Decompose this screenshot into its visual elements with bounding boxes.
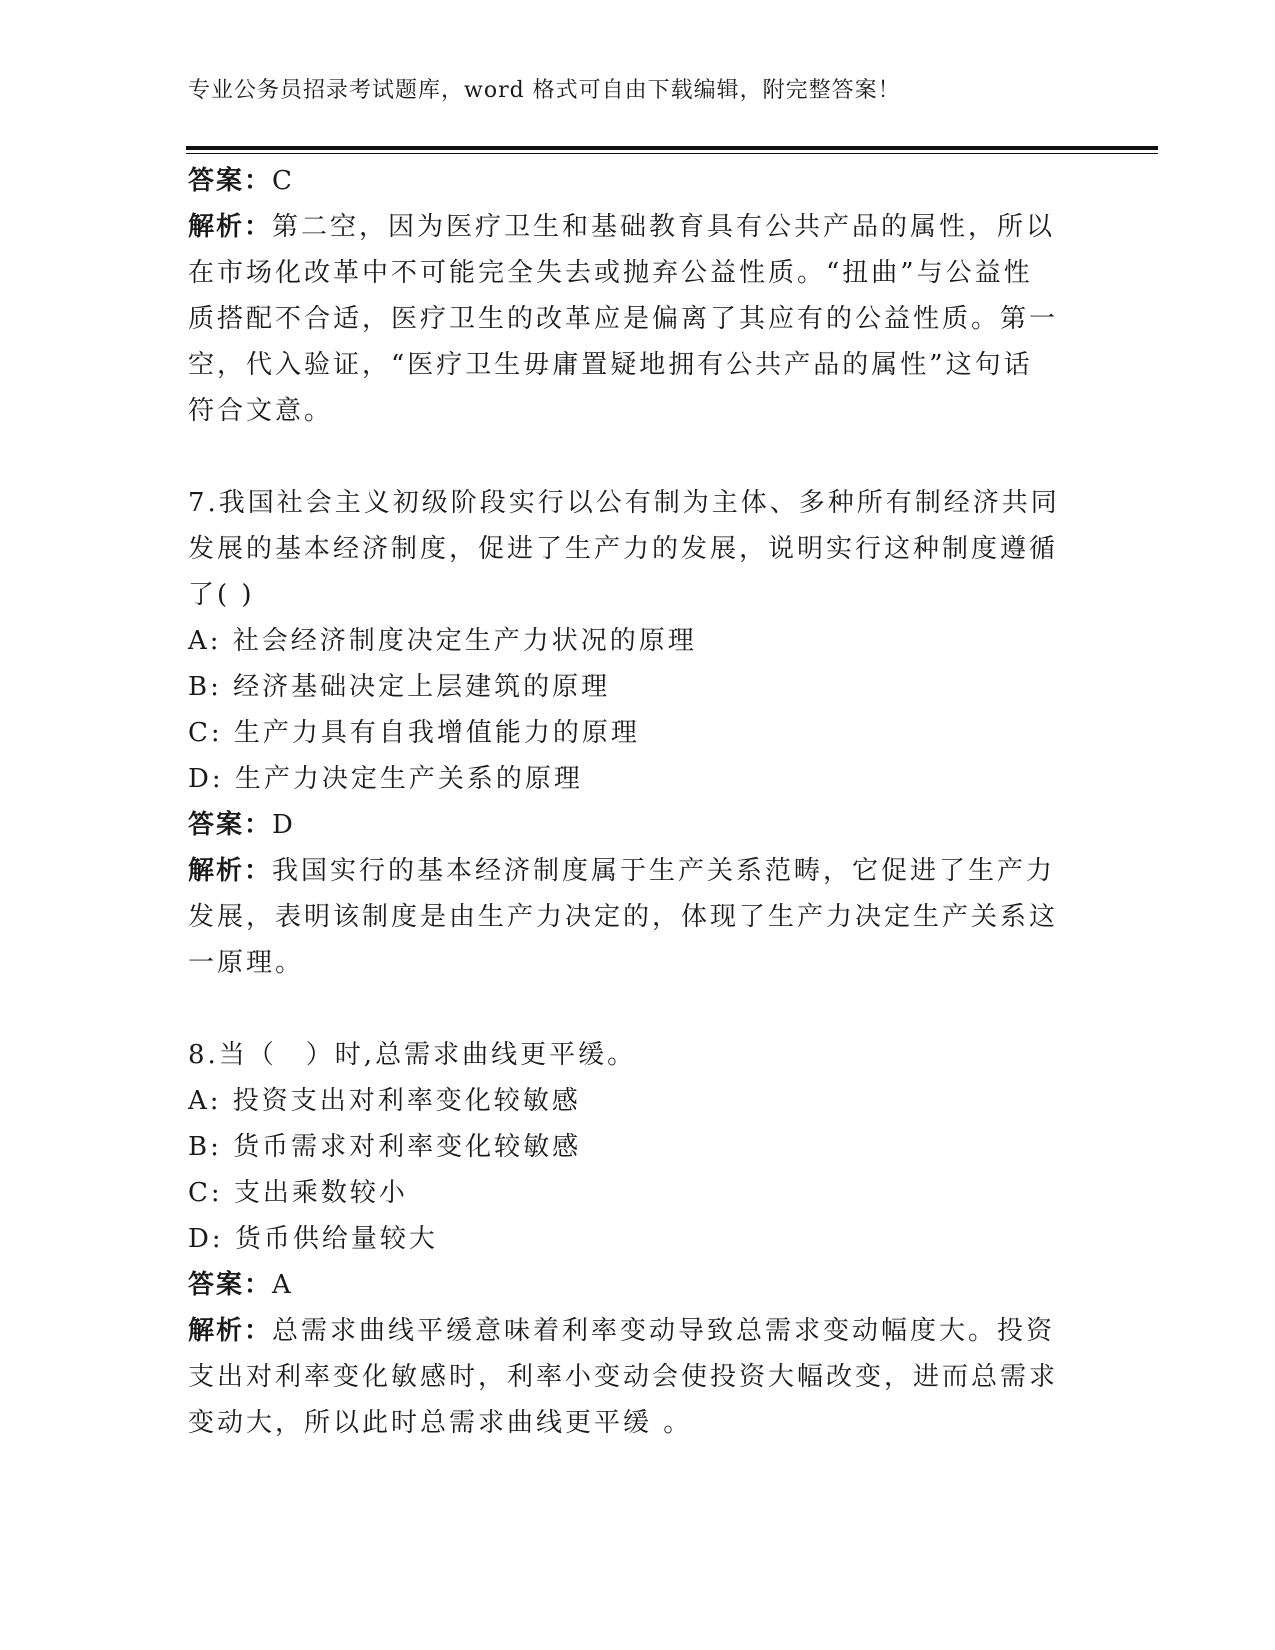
answer-value: A	[272, 1270, 294, 1300]
question-stem: 了( )	[188, 580, 255, 610]
analysis-line	[188, 848, 1068, 894]
document-body	[188, 158, 1068, 1446]
question-8	[188, 1032, 1068, 1446]
analysis-text: 我国实行的基本经济制度属于生产关系范畴，它促进了生产力	[272, 856, 1056, 886]
answer-value: C	[272, 166, 295, 196]
analysis-label: 解析：	[188, 856, 273, 886]
header-rule	[186, 146, 1158, 150]
analysis-text: 第二空，因为医疗卫生和基础教育具有公共产品的属性，所以	[272, 212, 1056, 242]
option-b: B: 经济基础决定上层建筑的原理	[188, 672, 611, 702]
question-stem: 8.当（ ）时,总需求曲线更平缓。	[188, 1040, 637, 1070]
answer-label: 答案：	[188, 1270, 273, 1300]
analysis-line	[188, 1308, 1068, 1354]
analysis-text: 支出对利率变化敏感时，利率小变动会使投资大幅改变，进而总需求	[188, 1362, 1059, 1392]
answer-value: D	[272, 810, 296, 840]
option-a: A: 投资支出对利率变化较敏感	[188, 1086, 581, 1116]
analysis-line	[188, 204, 1068, 250]
analysis-text: 符合文意。	[188, 396, 334, 426]
option-a: A: 社会经济制度决定生产力状况的原理	[188, 626, 697, 656]
spacer	[188, 434, 1068, 480]
analysis-text: 一原理。	[188, 948, 305, 978]
header-rule-thin	[186, 153, 1158, 154]
option-d: D: 货币供给量较大	[188, 1224, 438, 1254]
answer-line	[188, 1262, 1068, 1308]
spacer	[188, 986, 1068, 1032]
analysis-text: 发展，表明该制度是由生产力决定的，体现了生产力决定生产关系这	[188, 902, 1059, 932]
analysis-text: 空，代入验证，“医疗卫生毋庸置疑地拥有公共产品的属性”这句话	[188, 350, 1033, 380]
option-d: D: 生产力决定生产关系的原理	[188, 764, 583, 794]
question-6-tail	[188, 158, 1068, 434]
analysis-text: 质搭配不合适，医疗卫生的改革应是偏离了其应有的公益性质。第一	[188, 304, 1059, 334]
answer-label: 答案：	[188, 810, 273, 840]
question-stem: 7.我国社会主义初级阶段实行以公有制为主体、多种所有制经济共同	[188, 488, 1060, 518]
analysis-text: 变动大，所以此时总需求曲线更平缓 。	[188, 1408, 693, 1438]
answer-line	[188, 802, 1068, 848]
answer-label: 答案：	[188, 166, 273, 196]
analysis-label: 解析：	[188, 212, 273, 242]
option-c: C: 生产力具有自我增值能力的原理	[188, 718, 640, 748]
analysis-text: 总需求曲线平缓意味着利率变动导致总需求变动幅度大。投资	[272, 1316, 1056, 1346]
answer-line	[188, 158, 1068, 204]
option-c: C: 支出乘数较小	[188, 1178, 408, 1208]
question-stem: 发展的基本经济制度，促进了生产力的发展，说明实行这种制度遵循	[188, 534, 1059, 564]
page-header: 专业公务员招录考试题库，word 格式可自由下载编辑，附完整答案！	[188, 78, 901, 103]
option-b: B: 货币需求对利率变化较敏感	[188, 1132, 582, 1162]
analysis-text: 在市场化改革中不可能完全失去或抛弃公益性质。“扭曲”与公益性	[188, 258, 1033, 288]
question-7	[188, 480, 1068, 986]
analysis-label: 解析：	[188, 1316, 273, 1346]
